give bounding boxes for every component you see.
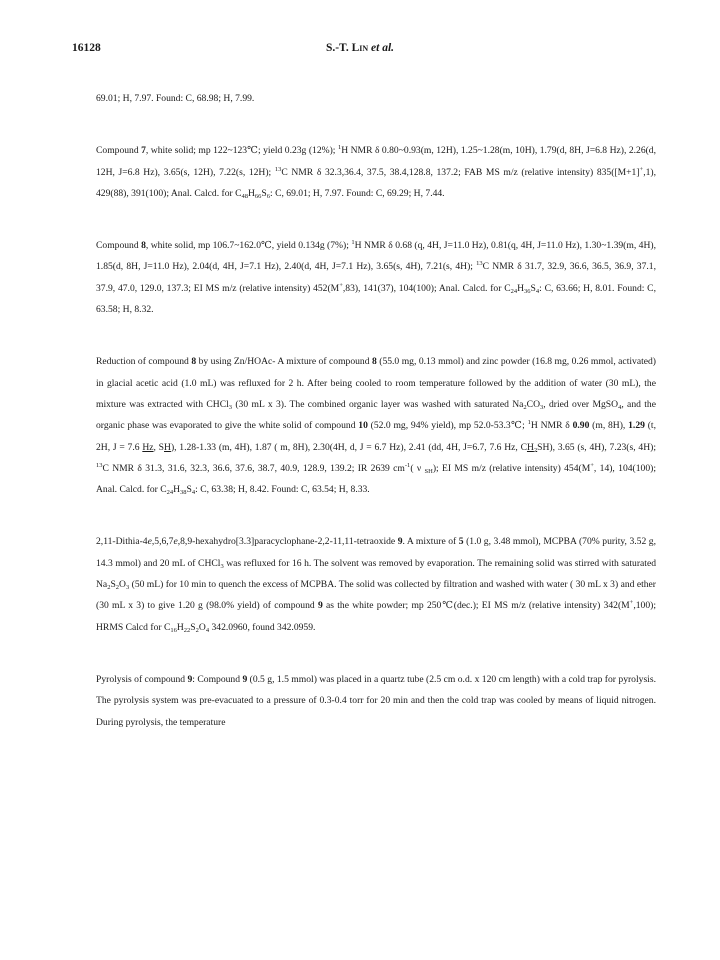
paragraph-pyrolysis-compound-9 [96,669,656,733]
compound-number: 9 [187,673,193,685]
text-run: (30 mL x 3). The combined organic layer was washed with saturated Na [232,398,524,410]
subscript: 48 [241,192,248,200]
text-run: . A mixture of [402,536,459,548]
superscript: + [590,461,594,469]
subscript: 16 [170,626,177,634]
subscript: 3 [125,584,130,592]
paragraph-anal-continuation: 69.01; H, 7.97. Found: C, 68.98; H, 7.99. [96,93,255,104]
text-run: : Compound [192,673,243,685]
text-run: C NMR δ 31.3, 31.6, 32.3, 36.6, 37.6, 38.7, 40.9, 128.9, 139.2; IR 2639 cm [102,462,405,474]
text-run: H NMR δ 0.80~0.93(m, 12H), 1.25~1.28(m, 10H), 1.79(d, 8H, J=6.8 Hz), 2.26(d, 12H, J=6.8 Hz), 3.65(s, 12H), 7.22(s, 12H); [96,145,657,178]
text-run: , and the organic phase was evaporated to give the white solid of compound [96,398,656,432]
text-run: (55.0 mg, 0.13 mmol) and zinc powder (16.8 mg, 0.26 mmol, activated) in glacial acetic acid (1.0 mL) was refluxed for 2 h. After being cooled to room temperature followed by the addition of water (30 mL), the mixture was extracted with CHCl [96,356,656,410]
subscript: 2 [533,446,538,454]
text-run: CO [526,398,540,410]
compound-number: 8 [371,356,377,368]
text-run: O [198,621,206,633]
superscript: + [339,281,343,289]
subscript: 2 [195,626,199,634]
text-run: O [119,579,126,591]
text-run: SH), 3.65 (s, 4H), 7.23(s, 4H); [537,441,656,453]
superscript: -1 [404,461,411,469]
subscript: 2 [107,584,111,592]
subscript: 4 [535,287,540,295]
subscript: 36 [524,287,531,295]
text-run: , dried over MgSO [543,398,619,410]
author-surname: Lin [351,42,369,54]
subscript: 66 [254,192,262,200]
compound-number: 7 [141,145,146,157]
superscript: 13 [96,461,103,469]
text-run: ), 1.28-1.33 (m, 4H), 1.87 ( m, 8H), 2.30(4H, d, J = 6.7 Hz), 2.41 (dd, 4H, J=6.7, 7.6 Hz, C [170,441,527,453]
text-run: H NMR δ [530,420,573,432]
underlined-text [527,442,537,453]
subscript: 4 [191,489,196,497]
text-run: : C, 63.66; H, 8.01. Found: C, 63.58; H, 8.32. [96,282,656,316]
text-run: ,8,9-hexahydro[3.3]paracyclophane-2,2-11,11-tetraoxide [177,536,398,548]
text-run: Compound [96,145,142,157]
superscript: 1 [351,239,355,247]
running-head-authors [0,42,720,54]
superscript: 13 [274,165,282,173]
subscript: 6 [266,192,271,200]
page-header [0,42,720,58]
text-run: , 14), 104(100); Anal. Calcd. for C [96,462,656,496]
text-run: ); EI MS m/z (relative intensity) 454(M [432,462,591,474]
text-run: S [186,484,192,496]
text-run: , white solid; mp 122~123℃; yield 0.23g (12%); [145,145,338,157]
subscript: 3 [228,403,233,411]
text-run: H [247,187,255,199]
subscript: 24 [166,489,174,497]
subscript: 2 [115,584,120,592]
underlined-text: H [164,441,171,453]
text-run: by using Zn/HOAc- A mixture of compound [196,356,372,368]
paragraph-compound-7 [96,140,656,204]
text-run: 342.0960, found 342.0959. [209,621,316,633]
compound-number: 9 [317,600,323,612]
compound-number: 8 [141,240,146,252]
et-al: et al. [368,42,395,54]
document-body [96,88,656,764]
page-number: 16128 [72,42,101,54]
text-run: as the white powder; mp 250℃(dec.); EI MS m/z (relative intensity) 342(M [322,600,630,612]
text-run: (t, 2H, J = 7.6 [96,420,656,453]
text-run: C NMR δ 32.3,36.4, 37.5, 38.4,128.8, 137.2; FAB MS m/z (relative intensity) 835([M+1] [281,166,640,178]
text-run: : C, 69.01; H, 7.97. Found: C, 69.29; H, 7.44. [270,187,445,199]
text-run: , white solid, mp 106.7~162.0℃, yield 0.134g (7%); [145,240,352,252]
superscript: 1 [337,144,342,152]
text-run: C NMR δ 31.7, 32.9, 36.6, 36.5, 36.9, 37.1, 37.9, 47.0, 129.0, 137.3; EI MS m/z (relative intensity) 452(M [96,261,656,294]
text-run: (1.0 g, 3.48 mmol), MCPBA (70% purity, 3.52 g, 14.3 mmol) and 20 mL of CHCl [96,536,657,569]
paragraph-compound-9-synthesis [96,531,656,637]
text-run: ,1), 429(88), 391(100); Anal. Calcd. for C [96,166,657,199]
bold-value: 0.90 [572,420,590,432]
compound-number: 5 [458,536,464,548]
underlined-text: Hz [142,441,154,453]
text-run: Pyrolysis of compound [96,673,188,685]
subscript: SH [424,467,433,475]
text-run: H NMR δ 0.68 (q, 4H, J=11.0 Hz), 0.81(q, 4H, J=11.0 Hz), 1.30~1.39(m, 4H), 1.85(d, 8H, J=11.0 Hz), 2.04(d, 4H, J=7.1 Hz), 2.40(d, 4H, J=7.1 Hz), 3.65(s, 4H), 7.21(s, 4H); [96,240,656,273]
text-run: (0.5 g, 1.5 mmol) was placed in a quartz tube (2.5 cm o.d. x 120 cm length) with a cold trap for pyrolysis. The pyrolysis system was pre-evacuated to a pressure of 0.3-0.4 torr for 20 min and then the cold trap was cooled by means of liquid nitrogen. During pyrolysis, the temperature [96,673,656,728]
text-run: H [517,282,525,294]
text-run: ( ν [410,462,425,474]
bold-value: 1.29 [628,420,645,432]
text-run: Reduction of compound [96,356,192,368]
subscript: 3 [220,562,224,570]
subscript: 4 [205,626,210,634]
superscript: 13 [476,260,483,268]
text-run: was refluxed for 16 h. The solvent was removed by evaporation. The remaining solid was stirred with saturated Na [96,557,657,591]
superscript: + [629,599,634,607]
subscript: 22 [183,626,191,634]
text-run: S [110,579,116,591]
paragraph-reduction-compound-8 [96,351,656,500]
italic-text: e [173,536,178,548]
text-run: H [176,621,184,633]
compound-number: 8 [191,356,197,368]
text-run: ,5,6,7 [151,536,174,548]
text-run: H [173,484,181,496]
subscript: 4 [618,403,622,411]
text-run: (50 mL) for 10 min to quench the excess of MCPBA. The solid was collected by filtration and washed with water ( 30 mL x 3) and ether (30 mL x 3) to give 1.20 g (98.0% yield) of compound [96,579,656,612]
text-run: ,100); HRMS Calcd for C [96,600,656,633]
text-run: Compound [96,240,142,252]
text-run: ,83), 141(37), 104(100); Anal. Calcd. for C [342,282,511,294]
superscript: 1 [527,419,531,427]
text-run: , S [153,441,165,453]
subscript: 38 [180,489,187,497]
text-run: (52.0 mg, 94% yield), mp 52.0-53.3℃; [367,420,528,432]
subscript: 2 [523,403,527,411]
text-run: S [190,621,196,633]
paragraph-compound-8 [96,235,656,320]
subscript: 24 [510,287,518,295]
text-run: 2,11-Dithia-4 [96,536,148,548]
text-run: (m, 8H), [589,420,629,432]
compound-number: 9 [242,673,248,685]
subscript: 3 [540,403,544,411]
author-initials: S.-T. [325,42,352,54]
text-run: S [530,282,536,294]
italic-text: e [147,536,152,548]
text-run: H [526,441,534,453]
text-run: : C, 63.38; H, 8.42. Found: C, 63.54; H, 8.33. [195,484,370,496]
compound-number: 10 [358,420,368,432]
compound-number: 9 [397,536,403,548]
superscript: + [639,165,644,173]
text-run: S [261,187,267,199]
